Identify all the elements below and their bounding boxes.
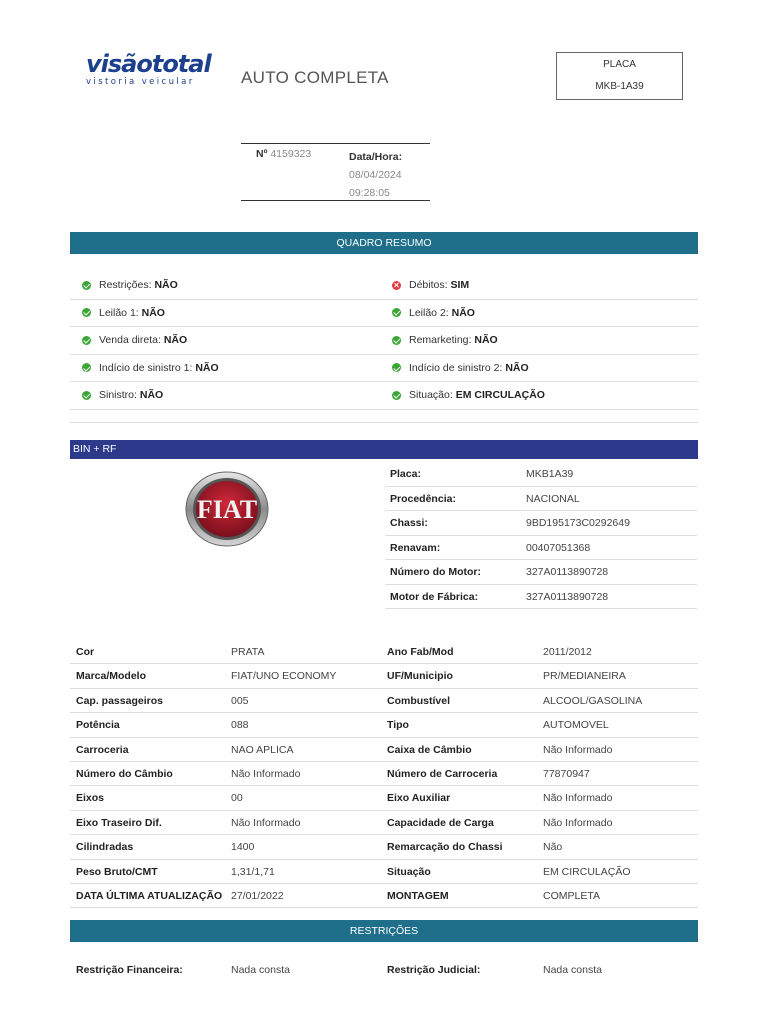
resumo-value: NÃO <box>141 306 165 319</box>
details-label: Eixo Traseiro Dif. <box>76 816 162 829</box>
check-icon <box>82 281 91 290</box>
details-value: Não Informado <box>543 743 613 756</box>
details-value: COMPLETA <box>543 889 600 902</box>
resumo-item-sinistro-2 <box>392 355 529 381</box>
details-row <box>70 762 698 786</box>
resumo-item-restricoes <box>82 272 178 298</box>
resumo-label: Leilão 1: <box>99 306 139 319</box>
bin-value: 9BD195173C0292649 <box>526 517 630 529</box>
details-label: Ano Fab/Mod <box>387 646 454 658</box>
details-value: Não Informado <box>543 792 613 805</box>
bin-label: Renavam: <box>390 541 441 554</box>
details-label: Eixos <box>76 792 105 805</box>
resumo-table <box>70 272 698 423</box>
resumo-item-sinistro <box>82 382 163 408</box>
section-header-resumo: QUADRO RESUMO <box>70 232 698 254</box>
resumo-label: Leilão 2: <box>409 306 449 319</box>
check-icon <box>392 336 401 345</box>
details-label: Capacidade de Carga <box>387 816 494 829</box>
resumo-label: Sinistro: <box>99 389 137 402</box>
resumo-item-debitos <box>392 272 469 298</box>
resumo-label: Indício de sinistro 1: <box>99 361 193 374</box>
fiat-logo <box>184 471 270 547</box>
resumo-label: Indício de sinistro 2: <box>409 361 503 374</box>
placa-label: PLACA <box>603 59 636 70</box>
details-label: Combustível <box>387 694 451 707</box>
resumo-value: NÃO <box>163 334 188 347</box>
bin-row <box>385 585 697 610</box>
brand-logo <box>86 52 216 92</box>
restricao-label: Restrição Judicial: <box>387 964 481 976</box>
resumo-value: NÃO <box>195 361 219 374</box>
details-label: Marca/Modelo <box>76 670 147 683</box>
section-header-bin: BIN + RF <box>70 440 698 459</box>
logo-tagline: vistoria veicular <box>86 77 195 87</box>
resumo-row <box>70 300 698 328</box>
resumo-item-sinistro-1 <box>82 355 219 381</box>
datetime-label: Data/Hora: <box>349 151 403 163</box>
restricao-value: Nada consta <box>231 964 290 976</box>
bin-table <box>385 462 697 609</box>
resumo-label: Restrições: <box>99 279 152 291</box>
placa-value: MKB-1A39 <box>595 81 644 92</box>
logo-wordmark: visãototal <box>86 50 211 78</box>
check-icon <box>392 363 401 372</box>
details-value: NAO APLICA <box>231 743 294 756</box>
check-icon <box>82 308 91 317</box>
restricao-value: Nada consta <box>543 964 602 976</box>
bin-label: Chassi: <box>390 517 428 529</box>
details-row <box>70 689 698 713</box>
resumo-item-situacao <box>392 382 545 408</box>
resumo-row <box>70 382 698 410</box>
details-value: ALCOOL/GASOLINA <box>543 694 643 707</box>
details-row <box>70 811 698 835</box>
bin-label: Placa: <box>390 468 421 480</box>
resumo-label: Situação: <box>409 389 453 402</box>
details-value: 088 <box>231 719 249 732</box>
bin-label: Procedência: <box>390 492 456 505</box>
report-number <box>256 148 311 160</box>
details-value: Não Informado <box>231 767 301 780</box>
check-icon <box>82 336 91 345</box>
details-row <box>70 664 698 688</box>
details-value: 77870947 <box>543 767 590 780</box>
details-value: Não Informado <box>543 816 613 829</box>
resumo-label: Remarketing: <box>409 334 472 347</box>
bin-label: Motor de Fábrica: <box>390 590 479 603</box>
details-label: Cor <box>76 646 95 658</box>
details-row <box>70 738 698 762</box>
resumo-row <box>70 272 698 300</box>
details-value: EM CIRCULAÇÃO <box>543 865 631 878</box>
restricao-label: Restrição Financeira: <box>76 964 183 976</box>
details-label: Cilindradas <box>76 841 134 854</box>
details-value: Não <box>543 841 563 854</box>
report-time: 09:28:05 <box>349 187 390 199</box>
resumo-spacer-row <box>70 410 698 423</box>
check-icon <box>392 308 401 317</box>
details-value: 27/01/2022 <box>231 889 284 902</box>
report-datetime <box>349 148 402 202</box>
details-value: FIAT/UNO ECONOMY <box>231 670 337 683</box>
details-value: Não Informado <box>231 816 301 829</box>
resumo-value: NÃO <box>474 334 498 347</box>
resumo-label: Venda direta: <box>99 334 161 347</box>
details-row <box>70 884 698 908</box>
details-label: DATA ÚLTIMA ATUALIZAÇÃO <box>76 889 223 902</box>
details-row <box>70 786 698 810</box>
details-label: Cap. passageiros <box>76 694 163 707</box>
report-number-label: Nº <box>256 148 268 160</box>
details-value: AUTOMOVEL <box>543 719 609 732</box>
details-row <box>70 713 698 737</box>
resumo-value: SIM <box>450 279 470 291</box>
details-label: Caixa de Câmbio <box>387 743 472 756</box>
bin-value: 327A0113890728 <box>526 566 609 578</box>
resumo-value: EM CIRCULAÇÃO <box>455 389 545 402</box>
details-label: MONTAGEM <box>387 889 449 902</box>
bin-row <box>385 560 697 585</box>
placa-box <box>556 52 683 100</box>
resumo-item-venda-direta <box>82 327 187 353</box>
details-label: Remarcação do Chassi <box>387 841 503 854</box>
resumo-item-remarketing <box>392 327 498 353</box>
section-header-restricoes: RESTRIÇÕES <box>70 920 698 942</box>
details-value: 2011/2012 <box>543 646 592 658</box>
resumo-label: Débitos: <box>409 279 448 291</box>
details-value: PR/MEDIANEIRA <box>543 670 626 683</box>
resumo-value: NÃO <box>139 389 164 402</box>
details-row <box>70 640 698 664</box>
details-label: Número de Carroceria <box>387 767 498 780</box>
details-label: Tipo <box>387 719 409 732</box>
details-label: Número do Câmbio <box>76 767 173 780</box>
resumo-row <box>70 327 698 355</box>
bin-label: Número do Motor: <box>390 566 481 578</box>
bin-value: 327A0113890728 <box>526 590 609 603</box>
details-value: 005 <box>231 694 249 707</box>
resumo-row <box>70 355 698 383</box>
details-label: Eixo Auxiliar <box>387 792 451 805</box>
resumo-item-leilao-2 <box>392 300 475 326</box>
error-icon <box>392 281 401 290</box>
check-icon <box>82 391 91 400</box>
bin-value: 00407051368 <box>526 541 591 554</box>
check-icon <box>82 363 91 372</box>
check-icon <box>392 391 401 400</box>
resumo-value: NÃO <box>154 279 178 291</box>
resumo-value: NÃO <box>451 306 475 319</box>
bin-value: NACIONAL <box>526 492 580 505</box>
bin-row <box>385 487 697 512</box>
details-label: Carroceria <box>76 743 129 756</box>
fiat-logo-text: FIAT <box>196 495 258 524</box>
details-table <box>70 640 698 908</box>
details-value: PRATA <box>231 646 265 658</box>
restricoes-row <box>70 958 698 981</box>
report-date: 08/04/2024 <box>349 169 402 181</box>
bin-row <box>385 511 697 536</box>
resumo-item-leilao-1 <box>82 300 165 326</box>
details-label: Peso Bruto/CMT <box>76 865 158 878</box>
report-meta <box>241 143 430 201</box>
restricoes-table <box>70 958 698 981</box>
details-row <box>70 860 698 884</box>
details-value: 1,31/1,71 <box>231 865 275 878</box>
bin-row <box>385 462 697 487</box>
details-label: Potência <box>76 719 120 732</box>
details-label: Situação <box>387 865 431 878</box>
resumo-value: NÃO <box>505 361 529 374</box>
bin-row <box>385 536 697 561</box>
details-label: UF/Municipio <box>387 670 453 683</box>
bin-value: MKB1A39 <box>526 468 574 480</box>
details-value: 00 <box>231 792 243 805</box>
report-number-value: 4159323 <box>270 148 312 160</box>
details-value: 1400 <box>231 841 255 854</box>
details-row <box>70 835 698 859</box>
report-title: AUTO COMPLETA <box>241 68 389 87</box>
